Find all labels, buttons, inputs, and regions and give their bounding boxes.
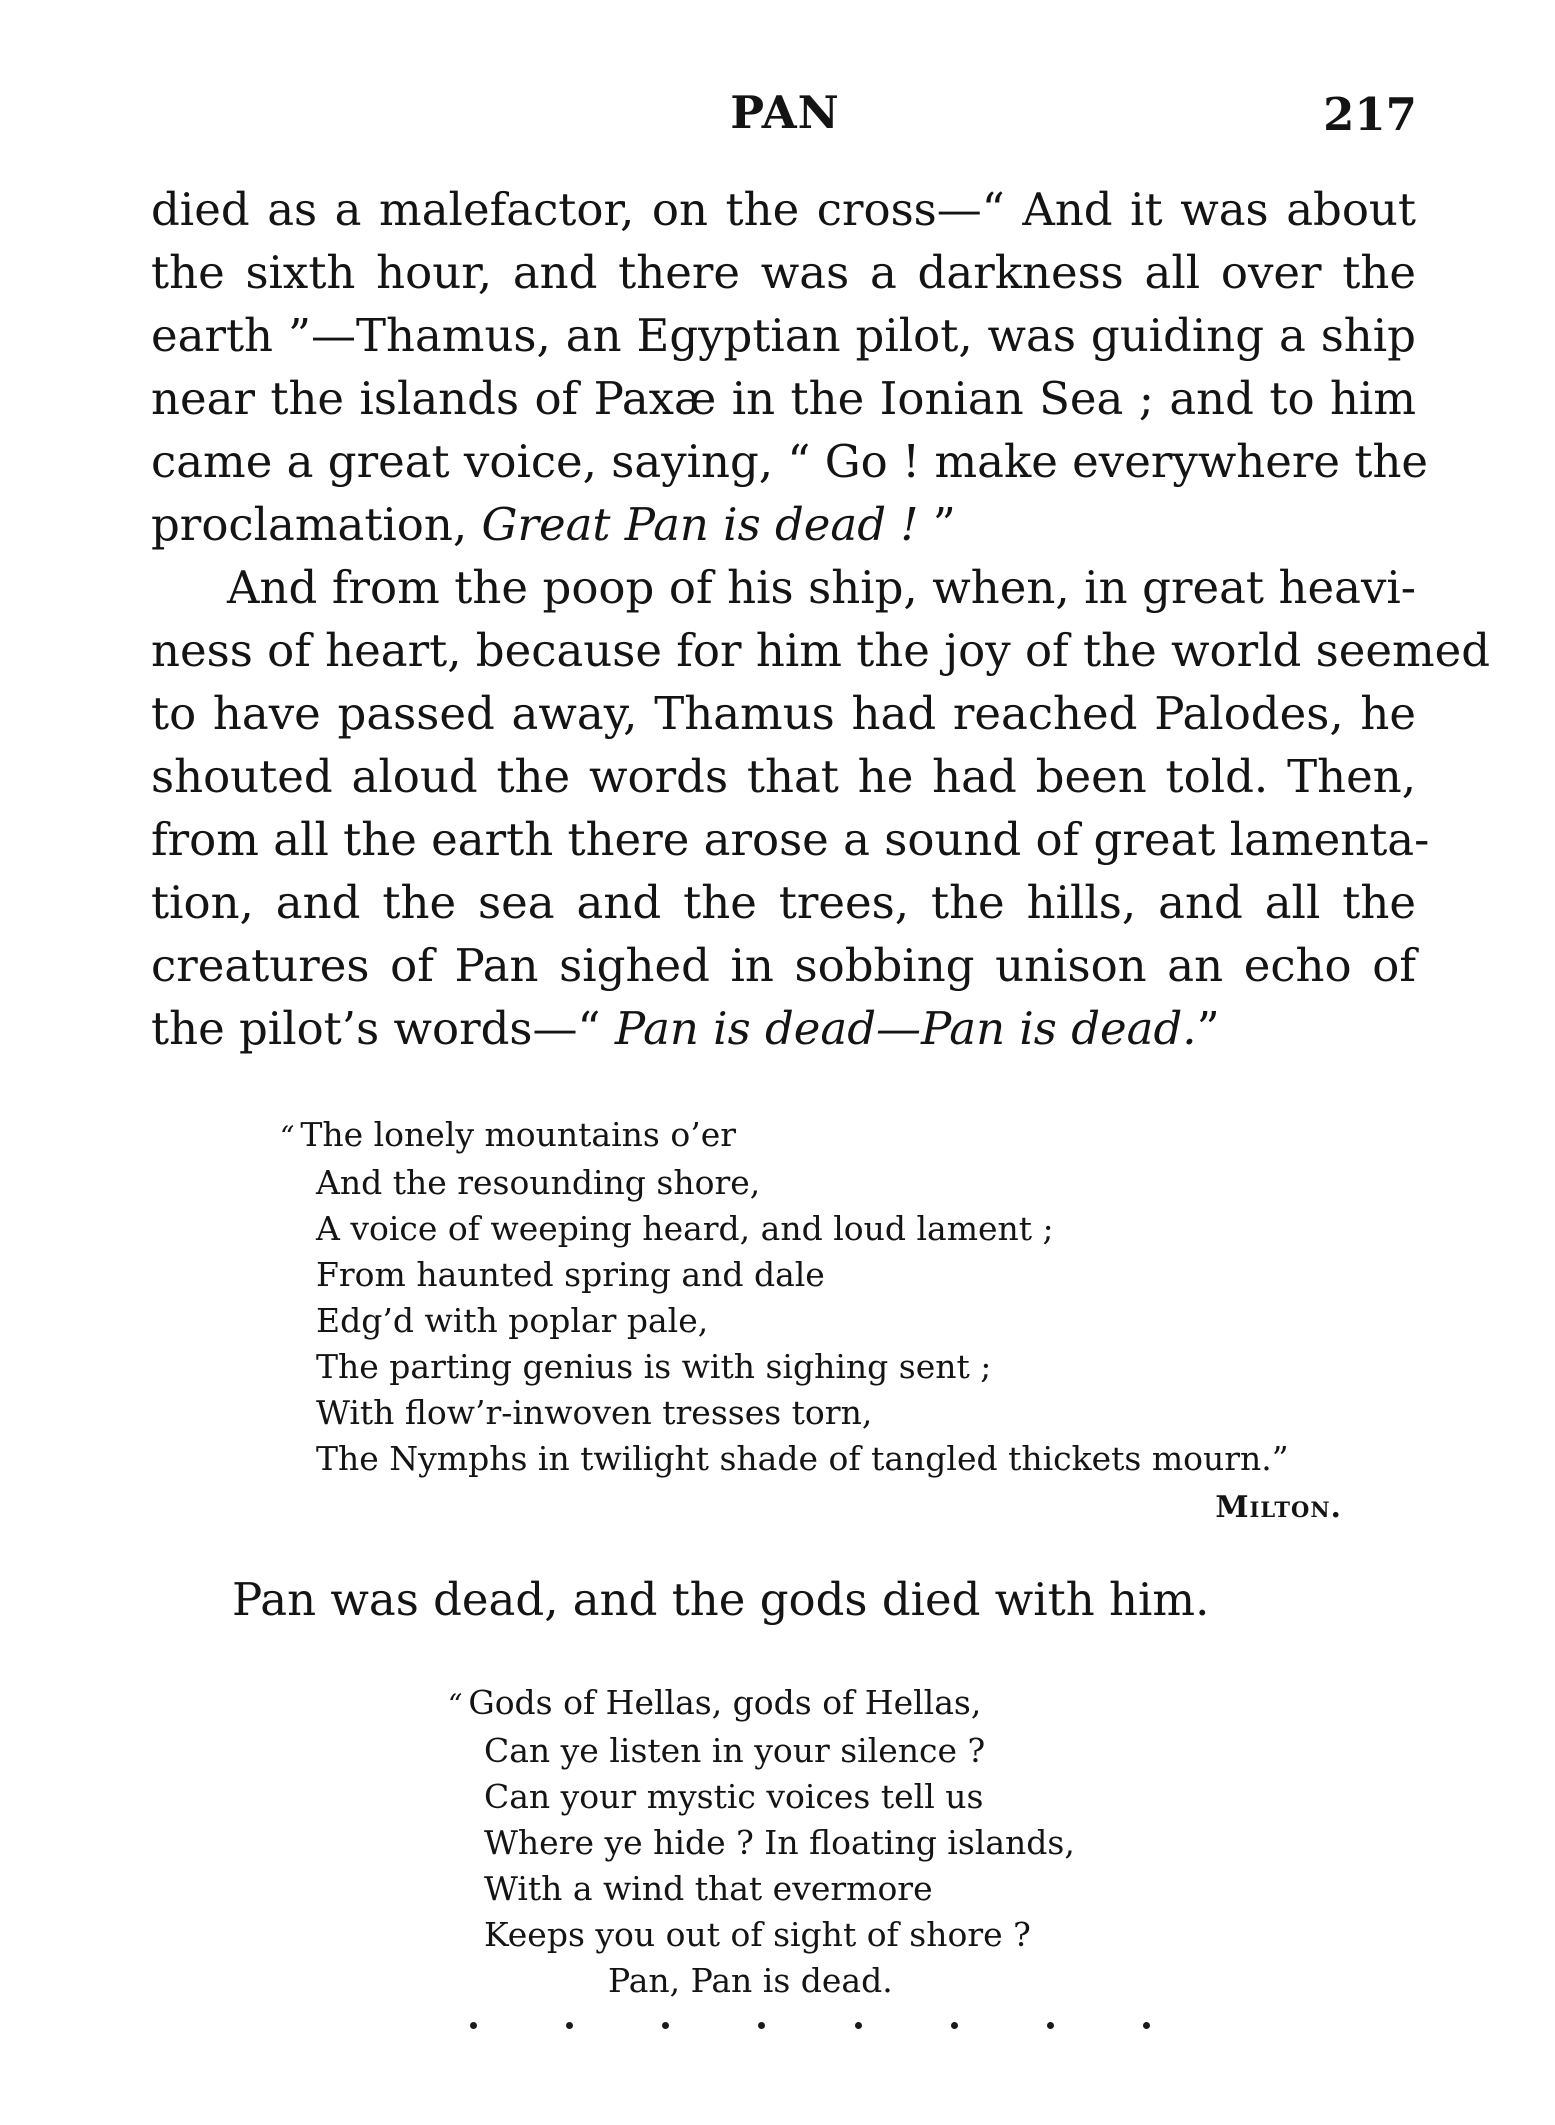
text-line: [151, 493, 1416, 556]
italic-phrase: Pan is dead—Pan is dead.: [614, 1002, 1197, 1055]
attribution-milton: Milton.: [1215, 1490, 1342, 1525]
verse-refrain: Pan, Pan is dead.: [608, 1961, 893, 2000]
ellipsis-dot: [855, 2022, 862, 2029]
open-quote: “: [448, 1688, 463, 1721]
text-line: tion, and the sea and the trees, the hills, and all the: [151, 876, 1416, 929]
page-number: 217: [1323, 88, 1417, 141]
paragraph-1: [151, 178, 1429, 556]
verse-line: Keeps you out of sight of shore ?: [484, 1915, 1031, 1954]
verse-line: Can your mystic voices tell us: [484, 1777, 984, 1816]
text-line: [151, 997, 1416, 1060]
running-title: PAN: [730, 86, 840, 139]
verse-text: The lonely mountains o’er: [300, 1115, 736, 1154]
paragraph-2: [151, 556, 1491, 1060]
text-line: came a great voice, saying, “ Go ! make everywhere the: [151, 435, 1429, 488]
verse-quote-hellas: [448, 1680, 1075, 2004]
text-segment: ”: [1196, 1002, 1220, 1055]
verse-line: With flow’r-inwoven tresses torn,: [316, 1393, 873, 1432]
text-segment: proclamation,: [151, 498, 482, 551]
verse-line: A voice of weeping heard, and loud lament ;: [316, 1209, 1054, 1248]
verse-line: Edg’d with poplar pale,: [316, 1301, 709, 1340]
ellipsis-dot: [470, 2022, 477, 2029]
verse-line: From haunted spring and dale: [316, 1255, 825, 1294]
text-line: to have passed away, Thamus had reached Palodes, he: [151, 687, 1416, 740]
verse-text: Gods of Hellas, gods of Hellas,: [468, 1683, 982, 1722]
text-line: shouted aloud the words that he had been told. Then,: [151, 750, 1416, 803]
text-line: died as a malefactor, on the cross—“ And it was about: [151, 183, 1416, 236]
text-segment: ”: [918, 498, 956, 551]
verse-line: Can ye listen in your silence ?: [484, 1731, 986, 1770]
verse-quote-milton: [280, 1112, 1289, 1482]
text-line: earth ”—Thamus, an Egyptian pilot, was guiding a ship: [151, 309, 1416, 362]
standalone-line: Pan was dead, and the gods died with him.: [232, 1573, 1210, 1626]
ellipsis-dot: [566, 2022, 573, 2029]
text-line: from all the earth there arose a sound of great lamenta-: [151, 813, 1430, 866]
verse-line: [280, 1112, 1289, 1160]
verse-line: The parting genius is with sighing sent ;: [316, 1347, 992, 1386]
ellipsis-dots: [470, 2022, 1150, 2029]
text-line: near the islands of Paxæ in the Ionian Sea ; and to him: [151, 372, 1416, 425]
text-segment: the pilot’s words—“: [151, 1002, 615, 1055]
text-line: creatures of Pan sighed in sobbing unison an echo of: [151, 939, 1416, 992]
verse-line: With a wind that evermore: [484, 1869, 933, 1908]
verse-line: The Nymphs in twilight shade of tangled thickets mourn.”: [316, 1439, 1289, 1478]
verse-line: And the resounding shore,: [316, 1163, 761, 1202]
text-line: And from the poop of his ship, when, in great heavi-: [227, 561, 1416, 614]
text-line: ness of heart, because for him the joy of the world seemed: [151, 624, 1491, 677]
ellipsis-dot: [662, 2022, 669, 2029]
ellipsis-dot: [1047, 2022, 1054, 2029]
italic-phrase: Great Pan is dead !: [481, 498, 919, 551]
ellipsis-dot: [951, 2022, 958, 2029]
verse-line: Where ye hide ? In floating islands,: [484, 1823, 1075, 1862]
verse-line: [448, 1680, 1075, 1728]
open-quote: “: [280, 1120, 295, 1153]
ellipsis-dot: [1143, 2022, 1150, 2029]
ellipsis-dot: [758, 2022, 765, 2029]
text-line: the sixth hour, and there was a darkness all over the: [151, 246, 1416, 299]
